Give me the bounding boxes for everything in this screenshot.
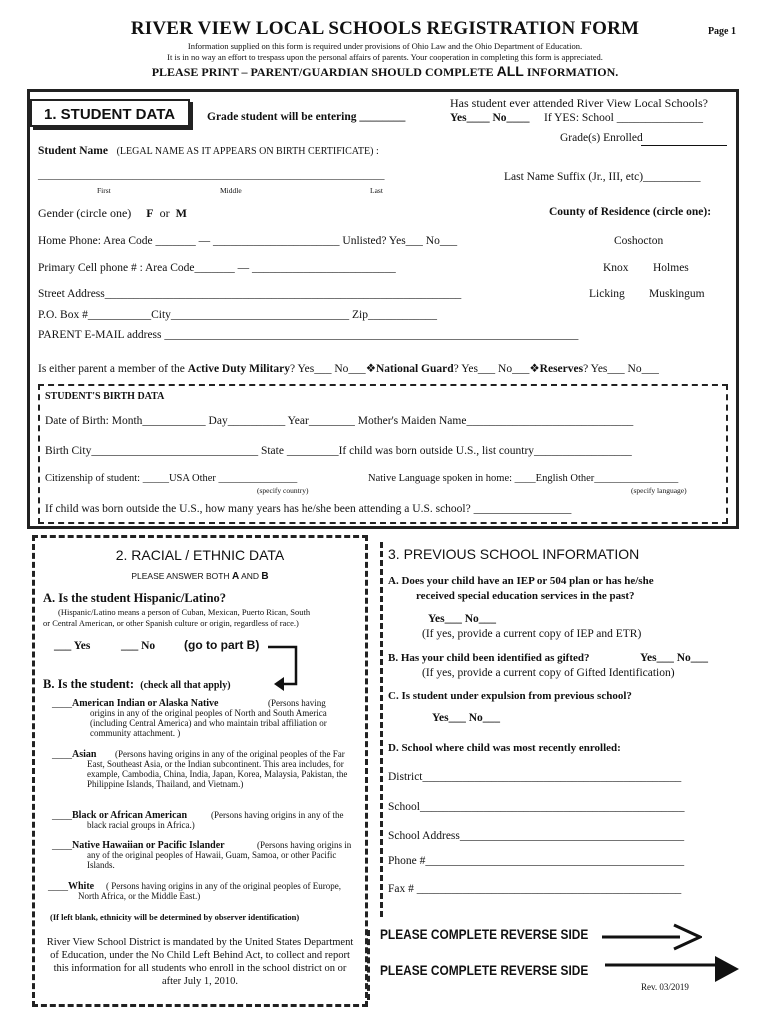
previous-school-border bbox=[380, 542, 383, 917]
first-name-caption: First bbox=[97, 186, 111, 195]
citizenship-field[interactable]: Citizenship of student: _____USA Other _______________ bbox=[45, 473, 298, 484]
birth-data-heading: STUDENT'S BIRTH DATA bbox=[45, 391, 165, 402]
attended-yes-no[interactable]: Yes____ No____ bbox=[450, 112, 530, 124]
diamond-icon: ❖ bbox=[529, 363, 540, 375]
birth-city-field[interactable]: Birth City_____________________________ State _________If child was born outside U.S., list country_________________ bbox=[45, 445, 632, 457]
question-race: B. Is the student: (check all that apply) bbox=[43, 677, 231, 691]
parent-email-field[interactable]: PARENT E-MAIL address ________________________________________________________________________ bbox=[38, 329, 579, 341]
hispanic-yes[interactable]: ___ Yes bbox=[54, 640, 91, 652]
county-holmes[interactable]: Holmes bbox=[653, 262, 689, 274]
grade-entering-field[interactable]: Grade student will be entering ________ bbox=[207, 111, 406, 123]
instructions: PLEASE PRINT – PARENT/GUARDIAN SHOULD COMPLETE ALL INFORMATION. bbox=[151, 63, 619, 79]
date-of-birth-field[interactable]: Date of Birth: Month___________ Day__________ Year________ Mother's Maiden Name_____________________________ bbox=[45, 415, 634, 427]
hispanic-no[interactable]: ___ No bbox=[121, 640, 156, 652]
question-hispanic: A. Is the student Hispanic/Latino? bbox=[43, 591, 227, 605]
grades-enrolled-label: Grade(s) Enrolled bbox=[560, 132, 643, 144]
student-name-field[interactable]: __________________________________________________________________ bbox=[38, 170, 385, 181]
gender-field[interactable]: Gender (circle one) F or M bbox=[38, 206, 187, 220]
question-gifted: B. Has your child been identified as gifted? bbox=[388, 652, 590, 664]
race-option-asian[interactable]: ____Asian (Persons having origins in any of the original peoples of the Far East, Southeast Asia, or the Indian subcontinent. This area includes, for example, Cambodia, China, India, Japan, Korea, Malaysia, Pakistan, the Philippine Islands, Thailand, and Vietnam.) bbox=[52, 749, 348, 789]
race-option-white[interactable]: ____White ( Persons having origins in any of the original peoples of Europe, North Africa, or the Middle East.) bbox=[48, 881, 341, 901]
race-heading: 2. RACIAL / ETHNIC DATA bbox=[115, 547, 285, 563]
last-name-caption: Last bbox=[370, 186, 383, 195]
blank-ethnicity-note: (If left blank, ethnicity will be determined by observer identification) bbox=[50, 912, 300, 922]
native-language-field[interactable]: Native Language spoken in home: ____English Other________________ bbox=[368, 473, 679, 484]
specify-country-caption: (specify country) bbox=[257, 486, 309, 495]
county-coshocton[interactable]: Coshocton bbox=[614, 235, 664, 247]
school-phone-field[interactable]: Phone #_____________________________________________ bbox=[388, 855, 685, 867]
question-expulsion: C. Is student under expulsion from previous school? bbox=[388, 690, 632, 702]
attended-school-field[interactable]: If YES: School _______________ bbox=[544, 112, 703, 124]
return-arrow-icon bbox=[264, 644, 300, 692]
hispanic-note-2: or Central American, or other Spanish culture or origin, regardless of race.) bbox=[43, 618, 299, 628]
student-data-heading: 1. STUDENT DATA bbox=[30, 99, 190, 127]
attended-question: Has student ever attended River View Local Schools? bbox=[450, 96, 708, 110]
school-field[interactable]: School______________________________________________ bbox=[388, 801, 685, 813]
cell-phone-field[interactable]: Primary Cell phone # : Area Code_______ — _________________________ bbox=[38, 262, 396, 274]
answer-both-note: PLEASE ANSWER BOTH A AND B bbox=[131, 571, 269, 582]
iep-yes-no[interactable]: Yes___ No___ bbox=[428, 613, 497, 625]
reverse-side-note-1: PLEASE COMPLETE REVERSE SIDE bbox=[380, 926, 589, 942]
diamond-icon: ❖ bbox=[365, 363, 376, 375]
military-question[interactable]: Is either parent a member of the Active Duty Military? Yes___ No___❖National Guard? Yes___ No___❖Reserves? Yes___ No___ bbox=[38, 363, 659, 375]
mandate-paragraph: River View School District is mandated by the United States Department of Education, under the No Child Left Behind Act, to collect and report this information for all students who enroll in the school district on or after July 1, 2010. bbox=[46, 937, 354, 987]
question-iep-2: received special education services in the past? bbox=[416, 590, 635, 602]
info-line-2: It is in no way an effort to trespass upon the personal affairs of parents. Your cooperation in completing this form is appreciated. bbox=[167, 52, 603, 62]
county-label: County of Residence (circle one): bbox=[549, 206, 712, 218]
question-recent-school: D. School where child was most recently enrolled: bbox=[388, 742, 621, 754]
race-option-pacific-islander[interactable]: ____Native Hawaiian or Pacific Islander (Persons having origins in any of the original peoples of Hawaii, Guam, Samoa, or other Pacific Islands. bbox=[52, 840, 352, 870]
expulsion-yes-no[interactable]: Yes___ No___ bbox=[432, 712, 501, 724]
right-arrow-icon bbox=[602, 922, 702, 952]
county-licking[interactable]: Licking bbox=[589, 288, 625, 300]
gifted-yes-no[interactable]: Yes___ No___ bbox=[640, 652, 709, 664]
previous-school-heading: 3. PREVIOUS SCHOOL INFORMATION bbox=[388, 546, 640, 562]
race-option-american-indian[interactable]: ____American Indian or Alaska Native (Persons having origins in any of the original peoples of North and South America (including Central America) and who maintain tribal affiliation or community attachment. ) bbox=[52, 698, 327, 738]
race-option-black[interactable]: ____Black or African American (Persons having origins in any of the black racial groups in Africa.) bbox=[52, 810, 344, 830]
name-suffix-field[interactable]: Last Name Suffix (Jr., III, etc)__________ bbox=[504, 171, 701, 183]
iep-note: (If yes, provide a current copy of IEP and ETR) bbox=[422, 628, 642, 640]
years-us-school-field[interactable]: If child was born outside the U.S., how many years has he/she been attending a U.S. school? _________________ bbox=[45, 503, 572, 515]
specify-language-caption: (specify language) bbox=[631, 486, 687, 495]
page-number: Page 1 bbox=[707, 26, 736, 37]
question-iep-1: A. Does your child have an IEP or 504 plan or has he/she bbox=[388, 575, 654, 587]
form-title: RIVER VIEW LOCAL SCHOOLS REGISTRATION FORM bbox=[130, 18, 640, 39]
county-muskingum[interactable]: Muskingum bbox=[649, 288, 705, 300]
middle-name-caption: Middle bbox=[220, 186, 242, 195]
home-phone-field[interactable]: Home Phone: Area Code _______ — ______________________ Unlisted? Yes___ No___ bbox=[38, 235, 458, 247]
footer-border bbox=[367, 930, 370, 1000]
school-address-field[interactable]: School Address_______________________________________ bbox=[388, 830, 685, 842]
po-box-city-zip-field[interactable]: P.O. Box #___________City_______________________________ Zip____________ bbox=[38, 309, 438, 321]
district-field[interactable]: District_____________________________________________ bbox=[388, 771, 682, 783]
gifted-note: (If yes, provide a current copy of Gifted Identification) bbox=[422, 667, 675, 679]
street-address-field[interactable]: Street Address______________________________________________________________ bbox=[38, 288, 462, 300]
county-knox[interactable]: Knox bbox=[603, 262, 629, 274]
student-name-label: Student Name (LEGAL NAME AS IT APPEARS ON BIRTH CERTIFICATE) : bbox=[38, 145, 379, 157]
revision-date: Rev. 03/2019 bbox=[641, 982, 689, 992]
school-fax-field[interactable]: Fax # ______________________________________________ bbox=[388, 883, 682, 895]
grades-enrolled-line[interactable] bbox=[641, 145, 727, 146]
go-to-part-b: (go to part B) bbox=[184, 638, 260, 652]
info-line-1: Information supplied on this form is required under provisions of Ohio Law and the Ohio Department of Education. bbox=[187, 41, 583, 51]
hispanic-note-1: (Hispanic/Latino means a person of Cuban, Mexican, Puerto Rican, South bbox=[58, 607, 311, 617]
reverse-side-note-2: PLEASE COMPLETE REVERSE SIDE bbox=[380, 962, 589, 978]
right-arrow-icon bbox=[605, 954, 740, 984]
